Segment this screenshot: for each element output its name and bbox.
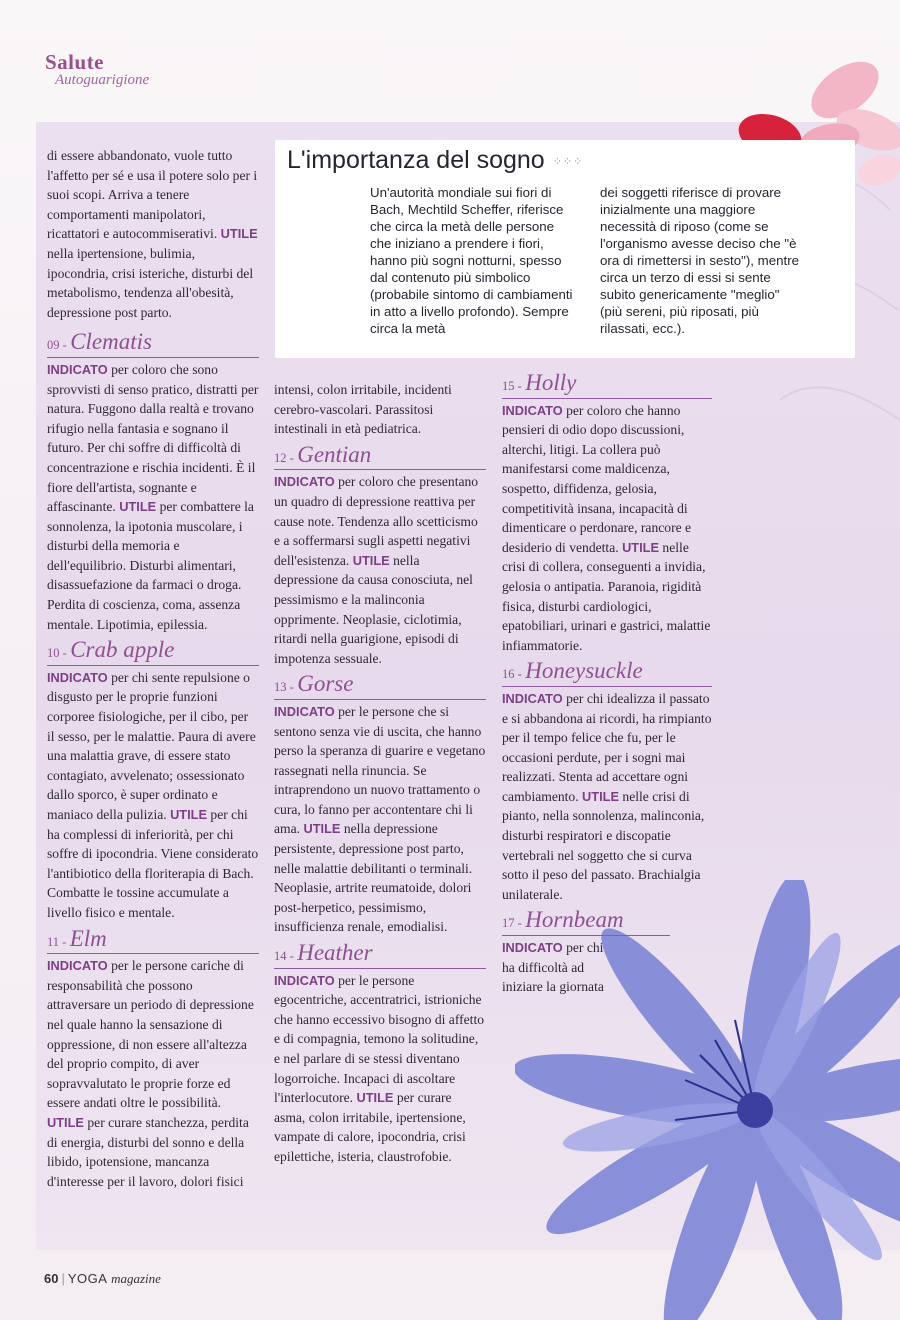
paragraph: intensi, colon irritabile, incidenti cerebro-vascolari. Parassitosi intestinali in età pediatrica. <box>274 382 452 437</box>
section-subtitle: Autoguarigione <box>55 72 150 88</box>
paragraph <box>274 472 486 668</box>
entry-text: nelle crisi di collera, conseguenti a invidia, gelosia o antipatia. Paranoia, rigidità fisica, disturbi cardiologici, epatobiliari, urinari e gastrici, malattie infiammatorie. <box>502 539 711 653</box>
entry-text: per chi ha complessi di inferiorità, per chi soffre di ipocondria. Viene considerato l'antibiotico della floriterapia di Bach. Combatte le tossine accumulate a livello fisico e mentale. <box>47 807 259 920</box>
entry-heading-clematis <box>47 329 259 358</box>
entry-name: Honeysuckle <box>525 658 643 684</box>
paragraph <box>502 938 617 997</box>
intro-text: di essere abbandonato, vuole tutto l'affetto per sé e usa il potere solo per i suoi scopi. Arriva a tenere comportamenti manipolatori, ricattatori e autocommiserativi. <box>47 148 258 242</box>
entry-heading-holly <box>502 370 712 399</box>
page-number: 60 <box>44 1271 59 1286</box>
entry-number: 13 - <box>274 680 294 695</box>
keyword-utile: UTILE <box>356 1090 394 1106</box>
paragraph <box>47 360 259 634</box>
keyword-indicato: INDICATO <box>47 669 108 685</box>
box-column-1: Un'autorità mondiale sui fiori di Bach, Mechtild Scheffer, riferisce che circa la metà delle persone che iniziano a prendere i fiori, hanno più sogni notturni, spesso dal contenuto più simbolico (probabile sintomo di cambiamenti in atto a livello profondo). Sempre circa la metà <box>370 185 573 336</box>
intro-utile-text: nella ipertensione, bulimia, ipocondria, crisi isteriche, disturbi del metabolismo, tendenza all'obesità, depressione post parto. <box>47 245 254 320</box>
entry-number: 11 - <box>47 934 67 949</box>
entry-text: per le persone cariche di responsabilità che possono attraversare un periodo di depressione nel quale hanno la sensazione di oppressione, di non essere all'altezza del proprio compito, di aver sopravvalutato le proprie forze ed essere andati oltre le possibilità. <box>47 958 254 1111</box>
entry-number: 12 - <box>274 450 294 465</box>
entry-heading-heather <box>274 940 486 969</box>
keyword-indicato: INDICATO <box>502 690 563 706</box>
paragraph <box>274 971 486 1167</box>
entry-text: per chi ha difficoltà ad iniziare la giornata <box>502 940 604 995</box>
entry-text: per le persone egocentriche, accentratrici, istrioniche che hanno eccessivo bisogno di affetto e di compagnia, temono la solitudine, e nel parlare di se stessi diventano logorroiche. Incapaci di ascoltare l'interlocutore. <box>274 972 485 1106</box>
column-3 <box>502 370 712 997</box>
entry-heading-gentian <box>274 441 486 471</box>
entry-text: nella depressione da causa conosciuta, nel pessimismo e la malinconia opprimente. Neoplasie, ciclotimia, ritardi nella guarigione, episodi di impotenza sessuale. <box>274 552 473 666</box>
section-title: Salute <box>45 50 105 74</box>
entry-heading-elm <box>47 925 259 955</box>
entry-number: 16 - <box>502 667 522 682</box>
keyword-utile: UTILE <box>622 539 660 555</box>
keyword-utile: UTILE <box>352 552 390 568</box>
paragraph <box>47 668 259 923</box>
entry-name: Elm <box>69 925 107 951</box>
box-title-text: L'importanza del sogno <box>287 146 545 174</box>
keyword-utile: UTILE <box>582 788 619 804</box>
entry-heading-crab-apple <box>47 637 259 666</box>
entry-name: Gentian <box>297 441 372 467</box>
paragraph <box>47 146 259 322</box>
entry-heading-hornbeam <box>502 907 670 936</box>
entry-text: nella depressione persistente, depressione post parto, nelle malattie debilitanti o terminali. Neoplasie, artrite reumatoide, dolori post-herpetico, pessimismo, insufficienza renale, emodialisi. <box>274 821 473 935</box>
entry-number: 17 - <box>502 916 522 931</box>
entry-name: Holly <box>525 370 577 395</box>
keyword-utile: UTILE <box>220 226 258 242</box>
entry-text: nelle crisi di pianto, nella sonnolenza, malinconia, disturbi respiratori e discopatie vertebrali nel soggetto che si curva sotto il peso del passato. Brachialgia unilaterale. <box>502 788 705 902</box>
entry-heading-gorse <box>274 671 486 700</box>
keyword-indicato: INDICATO <box>502 940 563 956</box>
section-header <box>45 50 149 89</box>
page-footer <box>44 1271 161 1287</box>
entry-name: Gorse <box>297 671 354 697</box>
entry-text: per combattere la sonnolenza, la ipotonia muscolare, i disturbi della memoria e dell'equilibrio. Disturbi alimentari, disassuefazione da farmaci o droga. Perdita di coscienza, coma, assenza mentale. Lipotimia, epilessia. <box>47 499 254 632</box>
keyword-indicato: INDICATO <box>47 361 108 377</box>
paragraph <box>502 689 712 905</box>
keyword-indicato: INDICATO <box>274 972 335 988</box>
entry-text: per curare stanchezza, perdita di energia, disturbi del sonno e della libido, ipotensione, mancanza d'interesse per il lavoro, dolori fisici <box>47 1114 249 1189</box>
keyword-indicato: INDICATO <box>274 703 335 719</box>
dots-ornament-icon: ⁘⁘⁘ <box>552 155 584 168</box>
entry-number: 09 - <box>47 338 67 353</box>
entry-text: per curare asma, colon irritabile, ipertensione, vampate di calore, ipocondria, crisi epilettiche, isteria, claustrofobie. <box>274 1090 466 1164</box>
entry-number: 15 - <box>502 379 522 393</box>
keyword-utile: UTILE <box>170 807 208 822</box>
entry-name: Heather <box>297 940 373 966</box>
entry-number: 14 - <box>274 949 294 964</box>
entry-text: per coloro che sono sprovvisti di senso pratico, distratti per natura. Fuggono dalla realtà e trovano rifugio nella fantasia e sognano il futuro. Per chi soffre di difficoltà di concentrazione e rischia incidenti. È il fiore dell'artista, sognante e affascinante. <box>47 361 259 515</box>
paragraph <box>502 401 712 656</box>
box-title <box>287 146 583 175</box>
entry-name: Hornbeam <box>525 907 624 933</box>
column-1 <box>47 146 259 1191</box>
magazine-name-suffix: magazine <box>111 1271 161 1286</box>
keyword-utile: UTILE <box>119 499 157 515</box>
sidebar-box <box>275 140 855 358</box>
entry-name: Clematis <box>70 329 152 355</box>
keyword-indicato: INDICATO <box>502 402 563 418</box>
magazine-name: YOGA <box>67 1271 108 1286</box>
box-column-2: dei soggetti riferisce di provare inizialmente una maggiore necessità di riposo (come se l'organismo avesse deciso che "è ora di rimettersi in sesto"), mentre circa un terzo di essi si sente subito genericamente "meglio" (più sereni, più riposati, più rilassati, ecc.). <box>600 185 800 336</box>
keyword-indicato: INDICATO <box>47 958 108 974</box>
entry-name: Crab apple <box>70 637 175 663</box>
entry-text: per le persone che si sentono senza vie di uscita, che hanno perso la speranza di guarire e vegetano rassegnati nella rinuncia. Se intraprendono un nuovo trattamento o cura, lo fanno per accontentare chi li ama. <box>274 703 486 837</box>
paragraph <box>274 702 486 937</box>
entry-text: per chi sente repulsione o disgusto per le proprie funzioni corporee fisiologiche, per il cibo, per il sesso, per le malattie. Paura di avere una malattia grave, di essere stato contagiato, avvelenato; ossessionato dallo sporco, è super ordinato e maniaco della pulizia. <box>47 669 256 822</box>
entry-text: per coloro che presentano un quadro di depressione reattiva per cause note. Tendenza allo scetticismo e a soffermarsi sugli aspetti negativi dell'esistenza. <box>274 474 479 568</box>
entry-text: per chi idealizza il passato e si abbandona ai ricordi, ha rimpianto per il tempo felice che fu, per le occasioni perdute, per i sogni mai realizzati. Stenta ad accettare ogni cambiamento. <box>502 690 712 804</box>
column-2 <box>274 380 486 1167</box>
entry-text: per coloro che hanno pensieri di odio dopo discussioni, alterchi, litigi. La collera può manifestarsi come maldicenza, sospetto, diffidenza, gelosia, competitività insana, incapacità di dimenticare o perdonare, rancore e desiderio di vendetta. <box>502 402 692 555</box>
keyword-indicato: INDICATO <box>274 474 335 490</box>
paragraph <box>47 956 259 1191</box>
entry-number: 10 - <box>47 646 67 661</box>
footer-divider: | <box>61 1271 65 1286</box>
entry-heading-honeysuckle <box>502 658 712 687</box>
keyword-utile: UTILE <box>47 1114 84 1130</box>
keyword-utile: UTILE <box>303 821 341 837</box>
